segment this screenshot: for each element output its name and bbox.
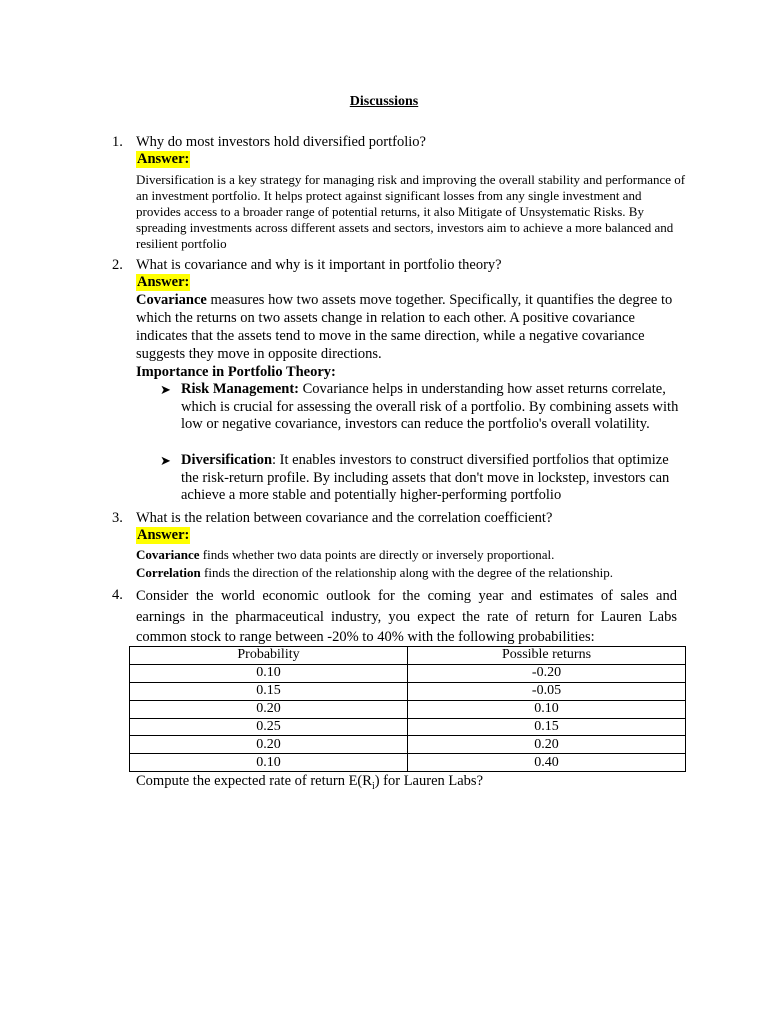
- page-title: Discussions: [349, 94, 419, 109]
- table-row: 0.15 -0.05: [130, 682, 686, 700]
- covariance-term: Covariance: [136, 292, 207, 308]
- table-row: 0.10 0.40: [130, 754, 686, 772]
- bullet-term: Risk Management:: [181, 381, 300, 397]
- answer-1-text: [136, 172, 688, 252]
- answer-label: Answer:: [137, 527, 190, 543]
- compute-prompt: Compute the expected rate of return $E(R_i)$ for Lauren Labs?: [136, 773, 484, 792]
- bullet-text: : It enables investors to construct diversified portfolios that optimize the risk-return profile. By including assets that don't move in lockstep, investors can achieve a more stable and potentially higher-performing portfolio: [181, 452, 670, 504]
- answer-paragraph: Diversification is a key strategy for managing risk and improving the overall stability and performance of an investment portfolio. It helps protect against significant losses from any single investment and provides access to a broader range of potential returns, it also Mitigate of Unsystematic Risks. By spreading investments across different assets and sectors, investors aim to achieve a more balanced and resilient portfolio: [136, 172, 686, 251]
- question-text: Why do most investors hold diversified portfolio?: [136, 134, 426, 150]
- covariance-definition: [136, 291, 688, 363]
- table-row: 0.20 0.20: [130, 736, 686, 754]
- correlation-term: Correlation: [136, 565, 201, 580]
- answer-label: Answer:: [137, 274, 190, 290]
- arrow-bullet-icon: ➤: [160, 453, 171, 468]
- covariance-term: Covariance: [136, 547, 200, 562]
- question-text: What is the relation between covariance and the correlation coefficient?: [136, 510, 553, 526]
- table-row: 0.20 0.10: [130, 700, 686, 718]
- header-probability: Probability: [130, 647, 408, 665]
- bullet-term: Diversification: [181, 452, 273, 468]
- covariance-definition-text: measures how two assets move together. Specifically, it quantifies the degree to which the returns on two assets change in relation to each other. A positive covariance indicates that the assets tend to move in the same direction, while a negative covariance suggests they move in opposite directions.: [136, 292, 673, 362]
- bullet-diversification: [160, 452, 688, 505]
- question-number: 3.: [112, 510, 123, 526]
- returns-table: [129, 646, 686, 772]
- header-possible-returns: Possible returns: [408, 647, 686, 665]
- table-row: 0.10 -0.20: [130, 664, 686, 682]
- question-text: What is covariance and why is it important in portfolio theory?: [136, 257, 502, 273]
- table-row: 0.25 0.15: [130, 718, 686, 736]
- answer-3-text: Covariance finds whether two data points are directly or inversely proportional. Correlation finds the direction of the relationship along with the degree of the relationship.: [136, 547, 614, 580]
- bullet-risk-management: [160, 381, 688, 434]
- arrow-bullet-icon: ➤: [160, 382, 171, 397]
- answer-label: Answer:: [137, 151, 190, 167]
- bullet-text: Covariance helps in understanding how asset returns correlate, which is crucial for assessing the overall risk of a portfolio. By combining assets with low or negative covariance, investors can reduce the portfolio's overall volatility.: [181, 381, 679, 433]
- question-number: 1.: [112, 134, 123, 150]
- question-number: 2.: [112, 257, 123, 273]
- question-4-text: Consider the world economic outlook for the coming year and estimates of sales and earnings in the pharmaceutical industry, you expect the rate of return for Lauren Labs common stock to range between -20% to 40% with the following probabilities:: [136, 588, 677, 645]
- question-number: 4.: [112, 587, 123, 603]
- importance-heading: Importance in Portfolio Theory:: [136, 364, 336, 380]
- table-header-row: [130, 647, 686, 665]
